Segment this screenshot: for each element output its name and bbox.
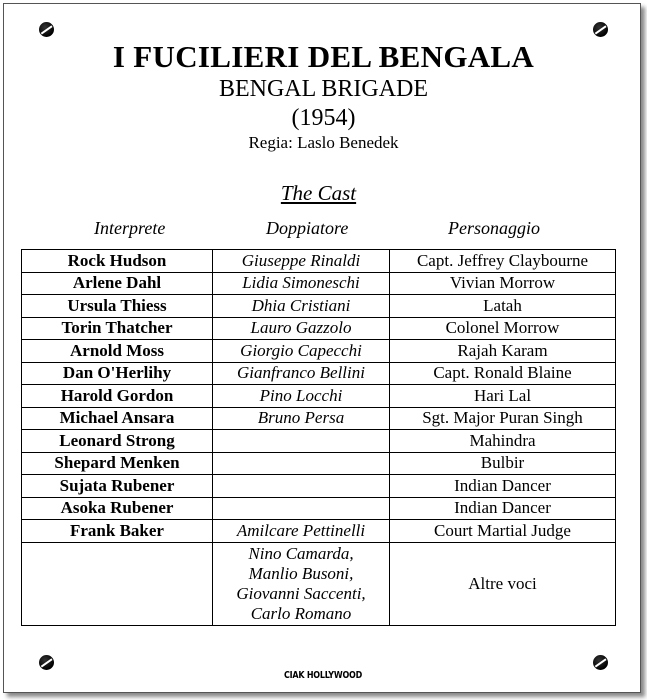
table-row [22, 272, 616, 295]
actor-cell: Harold Gordon [22, 385, 213, 408]
table-row [22, 430, 616, 453]
film-original-title: BENGAL BRIGADE [218, 76, 429, 102]
character-cell: Mahindra [390, 430, 616, 453]
actor-cell: Rock Hudson [22, 250, 213, 273]
character-cell: Bulbir [390, 452, 616, 475]
dubber-cell: Lidia Simoneschi [213, 272, 390, 295]
character-cell: Latah [390, 295, 616, 318]
dubber-cell: Giuseppe Rinaldi [213, 250, 390, 273]
table-row [22, 407, 616, 430]
dubber-cell: Pino Locchi [213, 385, 390, 408]
table-row [22, 295, 616, 318]
other-voices-actor-cell [22, 542, 213, 625]
actor-cell: Leonard Strong [22, 430, 213, 453]
cast-table [21, 249, 616, 626]
dubber-cell: Bruno Persa [213, 407, 390, 430]
character-cell: Capt. Ronald Blaine [390, 362, 616, 385]
character-cell: Indian Dancer [390, 497, 616, 520]
dubber-cell: Amilcare Pettinelli [213, 520, 390, 543]
table-row [22, 250, 616, 273]
film-director: Regia: Laslo Benedek [248, 133, 399, 152]
dubber-cell: Giorgio Capecchi [213, 340, 390, 363]
dubber-cell: Lauro Gazzolo [213, 317, 390, 340]
actor-cell: Shepard Menken [22, 452, 213, 475]
character-cell: Sgt. Major Puran Singh [390, 407, 616, 430]
actor-cell: Dan O'Herlihy [22, 362, 213, 385]
table-row [22, 475, 616, 498]
film-title: I FUCILIERI DEL BENGALA [112, 39, 535, 74]
table-row [22, 520, 616, 543]
character-cell: Court Martial Judge [390, 520, 616, 543]
other-voice-dubber: Nino Camarda, [248, 543, 354, 563]
screw-bottom-right-icon [593, 655, 608, 670]
actor-cell: Ursula Thiess [22, 295, 213, 318]
character-cell: Colonel Morrow [390, 317, 616, 340]
dubber-cell [213, 475, 390, 498]
actor-cell: Michael Ansara [22, 407, 213, 430]
dubber-cell [213, 452, 390, 475]
column-header-interprete: Interprete [94, 218, 166, 238]
other-voices-dubbers-cell [213, 542, 390, 625]
actor-cell: Asoka Rubener [22, 497, 213, 520]
other-voice-dubber: Manlio Busoni, [248, 563, 354, 583]
column-header-doppiatore: Doppiatore [266, 218, 349, 238]
table-row [22, 385, 616, 408]
table-row [22, 497, 616, 520]
table-row [22, 340, 616, 363]
film-year: (1954) [291, 105, 356, 131]
actor-cell: Torin Thatcher [22, 317, 213, 340]
table-row-other-voices [22, 542, 616, 625]
column-header-personaggio: Personaggio [448, 218, 540, 238]
actor-cell: Sujata Rubener [22, 475, 213, 498]
other-voice-dubber: Giovanni Saccenti, [236, 583, 366, 603]
other-voice-dubber: Carlo Romano [250, 603, 352, 623]
character-cell: Capt. Jeffrey Claybourne [390, 250, 616, 273]
character-cell: Hari Lal [390, 385, 616, 408]
screw-top-left-icon [39, 22, 54, 37]
cast-table-body [22, 250, 616, 626]
actor-cell: Arnold Moss [22, 340, 213, 363]
table-row [22, 452, 616, 475]
ciak-hollywood-logo: CIAK HOLLYWOOD [284, 670, 362, 681]
actor-cell: Arlene Dahl [22, 272, 213, 295]
other-voices-character-cell: Altre voci [390, 542, 616, 625]
screw-bottom-left-icon [39, 655, 54, 670]
character-cell: Rajah Karam [390, 340, 616, 363]
dubber-cell [213, 430, 390, 453]
actor-cell: Frank Baker [22, 520, 213, 543]
character-cell: Vivian Morrow [390, 272, 616, 295]
dubber-cell: Dhia Cristiani [213, 295, 390, 318]
table-row [22, 362, 616, 385]
dubber-cell [213, 497, 390, 520]
character-cell: Indian Dancer [390, 475, 616, 498]
screw-top-right-icon [593, 22, 608, 37]
dubber-cell: Gianfranco Bellini [213, 362, 390, 385]
cast-heading: The Cast [280, 181, 357, 205]
table-row [22, 317, 616, 340]
